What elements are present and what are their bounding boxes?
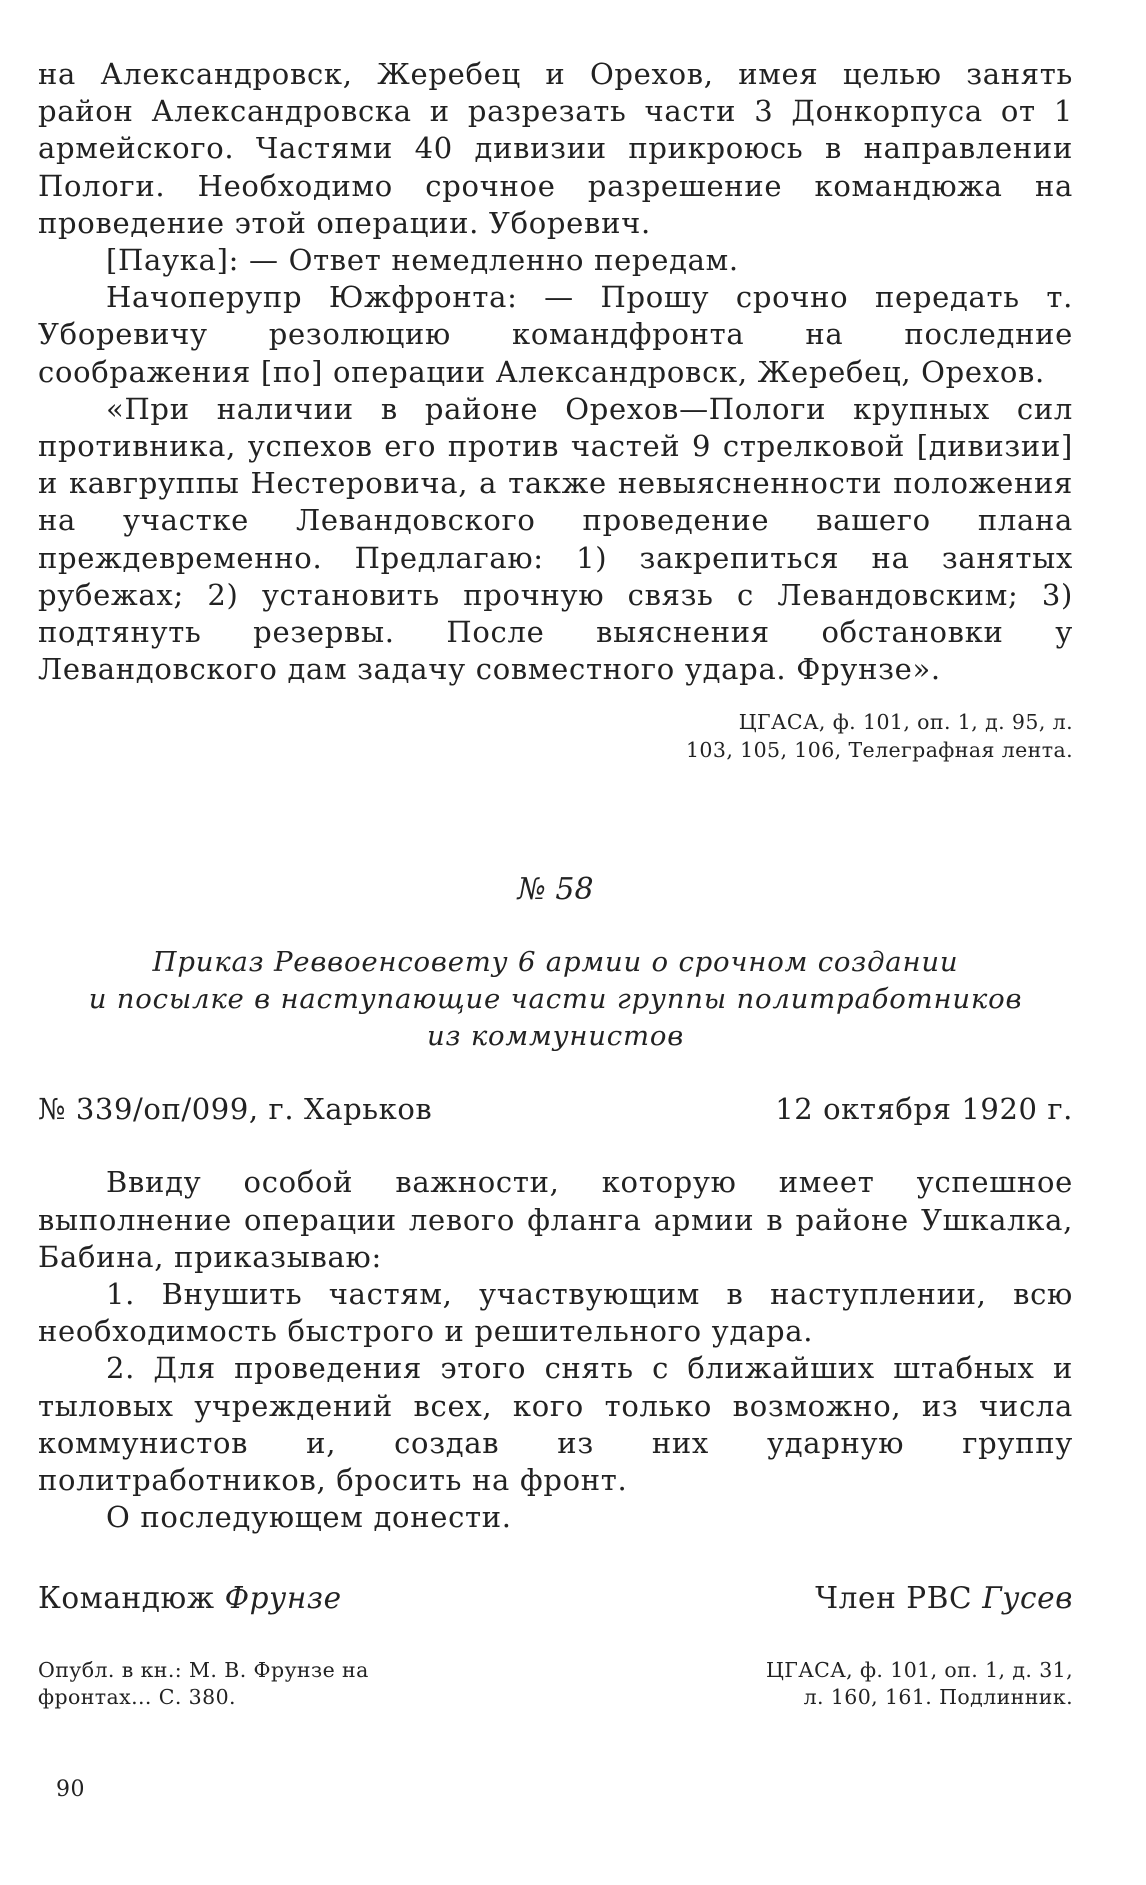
intro-paragraph-4: «При наличии в районе Орехов—Пологи крупных сил противника, успехов его против частей 9 стрелковой [дивизии] и кавгруппы Нестеровича, а также невыясненности положения на участке Левандовского проведение вашего плана преждевременно. Предлагаю: 1) закрепиться на занятых рубежах; 2) установить прочную связь с Левандовским; 3) подтянуть резервы. После выяснения обстановки у Левандовского дам задачу совместного удара. Фрунзе». [38, 391, 1073, 687]
signatures [38, 1579, 1073, 1617]
archive-source [38, 708, 1073, 764]
document-page [38, 56, 1073, 1711]
intro-paragraph-2: [Паука]: — Ответ немедленно передам. [106, 243, 739, 278]
signature-right-name: Гусев [982, 1581, 1073, 1616]
signature-left-title: Командюж [38, 1581, 215, 1616]
order-paragraph-1: Ввиду особой важности, которую имеет успешное выполнение операции левого фланга армии в районе Ушкалка, Бабина, приказываю: [38, 1165, 1073, 1274]
document-title [38, 944, 1073, 1055]
document-title-line-1: Приказ Реввоенсовету 6 армии о срочном создании [152, 946, 959, 979]
archive-source-line-1: ЦГАСА, ф. 101, оп. 1, д. 95, л. [738, 710, 1073, 735]
order-meta [38, 1091, 1073, 1128]
intro-paragraph-1: на Александровск, Жеребец и Орехов, имея целью занять район Александровска и разрезать части 3 Донкорпуса от 1 армейского. Частями 40 дивизии прикроюсь в направлении Пологи. Необходимо срочное разрешение командюжа на проведение этой операции. Уборевич. [38, 57, 1073, 240]
archive-source-line-2: 103, 105, 106, Телеграфная лента. [685, 738, 1073, 763]
archive-reference [593, 1657, 1073, 1711]
intro-paragraph-3: Начоперупр Южфронта: — Прошу срочно передать т. Уборевичу резолюцию командфронта на последние соображения [по] операции Александровск, Жеребец, Орехов. [38, 280, 1073, 389]
signature-left-name: Фрунзе [224, 1581, 342, 1616]
order-paragraph-4: О последующем донести. [106, 1500, 512, 1535]
order-paragraph-3: 2. Для проведения этого снять с ближайших штабных и тыловых учреждений всех, кого только возможно, из числа коммунистов и, создав из них ударную группу политработников, бросить на фронт. [38, 1351, 1073, 1498]
order-number: № 339/оп/099, г. Харьков [38, 1092, 433, 1127]
order-body [38, 1164, 1073, 1536]
signature-right-title: Член РВС [815, 1581, 973, 1616]
signature-left [38, 1579, 342, 1617]
publication-note-line-1: Опубл. в кн.: М. В. Фрунзе на [38, 1658, 369, 1683]
footnotes [38, 1657, 1073, 1711]
order-date: 12 октября 1920 г. [775, 1092, 1073, 1127]
page-number: 90 [56, 1777, 85, 1802]
document-title-line-2: и посылке в наступающие части группы политработников [88, 983, 1023, 1016]
archive-reference-line-1: ЦГАСА, ф. 101, оп. 1, д. 31, [765, 1658, 1073, 1683]
signature-right [815, 1579, 1073, 1617]
publication-note-line-2: фронтах... С. 380. [38, 1685, 236, 1710]
document-title-line-3: из коммунистов [426, 1020, 685, 1053]
publication-note [38, 1657, 508, 1711]
document-number: № 58 [517, 872, 594, 908]
order-paragraph-2: 1. Внушить частям, участвующим в наступлении, всю необходимость быстрого и решительного удара. [38, 1277, 1073, 1349]
archive-reference-line-2: л. 160, 161. Подлинник. [803, 1685, 1073, 1710]
